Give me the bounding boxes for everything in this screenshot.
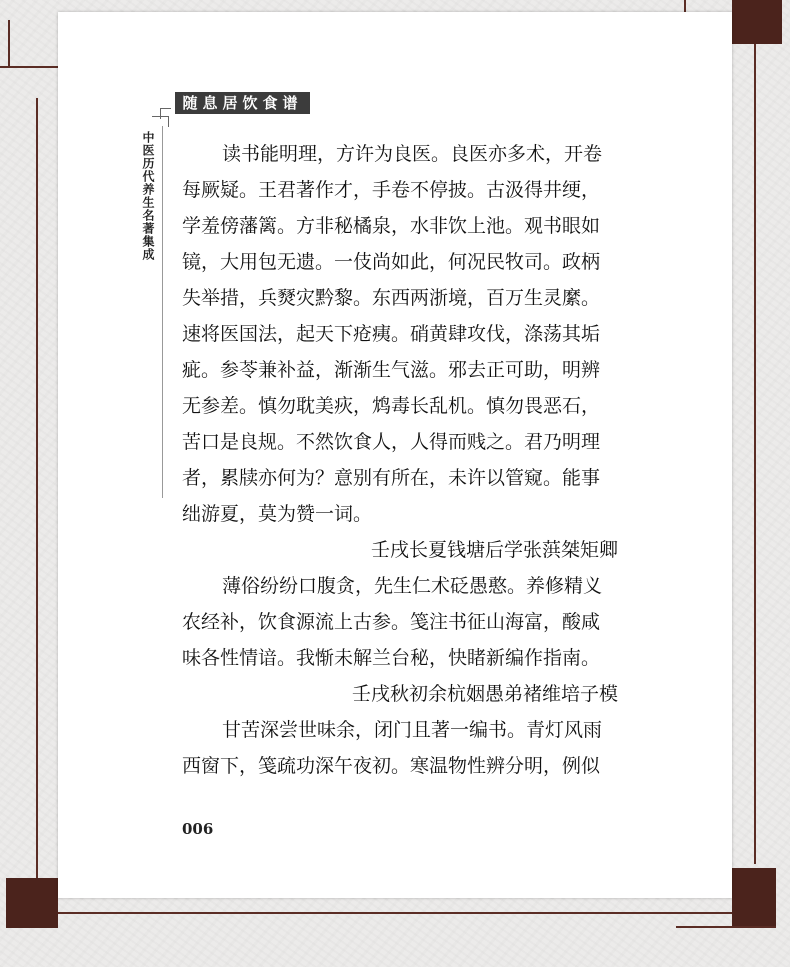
frame-line-top-short <box>684 0 686 12</box>
poem-2-signature: 壬戌秋初余杭姻愚弟褚维培子模 <box>351 683 618 705</box>
text-line: 西窗下，笺疏功深午夜初。寒温物性辨分明，例似 <box>182 755 601 777</box>
text-line: 绌游夏，莫为赞一词。 <box>182 503 373 525</box>
text-line: 镜，大用包无遗。一伎尚如此，何况民牧司。政柄 <box>182 251 601 273</box>
text-line: 薄俗纷纷口腹贪，先生仁术砭愚憨。养修精义 <box>222 575 603 597</box>
text-line: 读书能明理，方许为良医。良医亦多术，开卷 <box>222 143 603 165</box>
text-line: 疵。参苓兼补益，渐渐生气滋。邪去正可助，明辨 <box>182 359 601 381</box>
text-line: 甘苦深尝世味余，闭门且著一编书。青灯风雨 <box>222 719 603 741</box>
header-bracket-ornament-inner <box>152 116 169 127</box>
page-header-title: 随息居饮食谱 <box>175 92 310 114</box>
corner-block-top-right <box>732 0 782 44</box>
text-line: 每厥疑。王君著作才，手卷不停披。古汲得井绠， <box>182 179 601 201</box>
text-line: 速将医国法，起天下疮痍。硝黄肆攻伐，涤荡其垢 <box>182 323 601 345</box>
text-line: 农经补，饮食源流上古参。笺注书征山海富，酸咸 <box>182 611 601 633</box>
poem-1-signature: 壬戌长夏钱塘后学张葓桀矩卿 <box>370 539 618 561</box>
text-line: 学羞傍藩篱。方非秘橘泉，水非饮上池。观书眼如 <box>182 215 601 237</box>
corner-block-bottom-left <box>6 878 58 928</box>
series-title: 中医历代养生名著集成 <box>141 131 155 261</box>
poem-1 <box>182 136 618 784</box>
text-line: 无参差。慎勿耽美疢，鸩毒长乱机。慎勿畏恶石， <box>182 395 601 417</box>
side-divider <box>162 126 163 498</box>
text-line: 者，累牍亦何为？意别有所在，未许以管窥。能事 <box>182 467 601 489</box>
frame-line-left-outer <box>8 20 10 68</box>
frame-line-bottom <box>36 912 736 914</box>
text-line: 味各性情谙。我惭未解兰台秘，快睹新编作指南。 <box>182 647 601 669</box>
frame-line-bottom-right <box>676 926 776 928</box>
frame-line-left <box>36 98 38 898</box>
corner-block-bottom-right <box>732 868 776 926</box>
text-line: 苦口是良规。不然饮食人，人得而贱之。君乃明理 <box>182 431 601 453</box>
frame-line-right <box>754 44 756 864</box>
text-line: 失举措，兵燹灾黔黎。东西两浙境，百万生灵縻。 <box>182 287 601 309</box>
page-number: 006 <box>182 820 214 838</box>
